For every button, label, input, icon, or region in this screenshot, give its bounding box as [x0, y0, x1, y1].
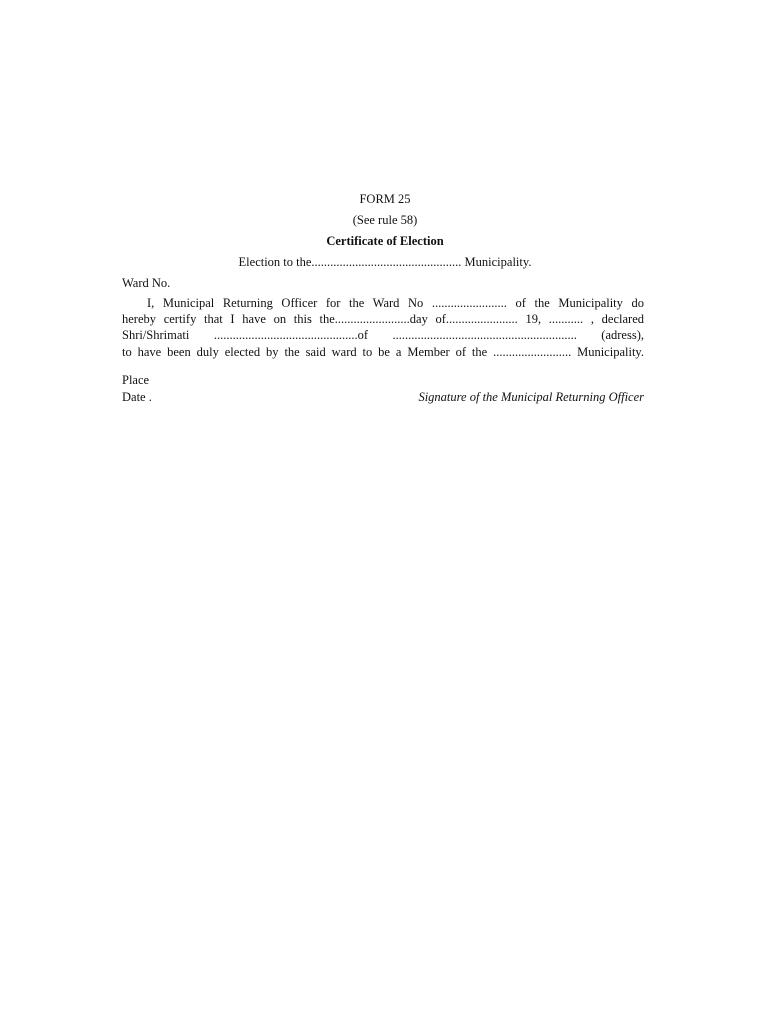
rule-reference: (See rule 58): [352, 213, 418, 227]
body-line-3: Shri/Shrimati ..............................................of ........................................................... (adress),: [122, 328, 644, 342]
form-title: FORM 25: [359, 192, 411, 206]
place-label: Place: [122, 373, 150, 387]
election-line: Election to the................................................ Municipality.: [238, 255, 532, 269]
body-line-2: hereby certify that I have on this the........................day of....................... 19, ........... , declared: [122, 312, 644, 326]
date-label: Date .: [122, 390, 152, 404]
certificate-heading: Certificate of Election: [326, 234, 444, 248]
body-line-4: to have been duly elected by the said ward to be a Member of the ......................... Municipality.: [122, 345, 644, 359]
ward-label: Ward No.: [122, 276, 171, 290]
signature-label: Signature of the Municipal Returning Officer: [418, 390, 644, 404]
body-line-1: I, Municipal Returning Officer for the Ward No ........................ of the Municipality do: [147, 296, 644, 310]
